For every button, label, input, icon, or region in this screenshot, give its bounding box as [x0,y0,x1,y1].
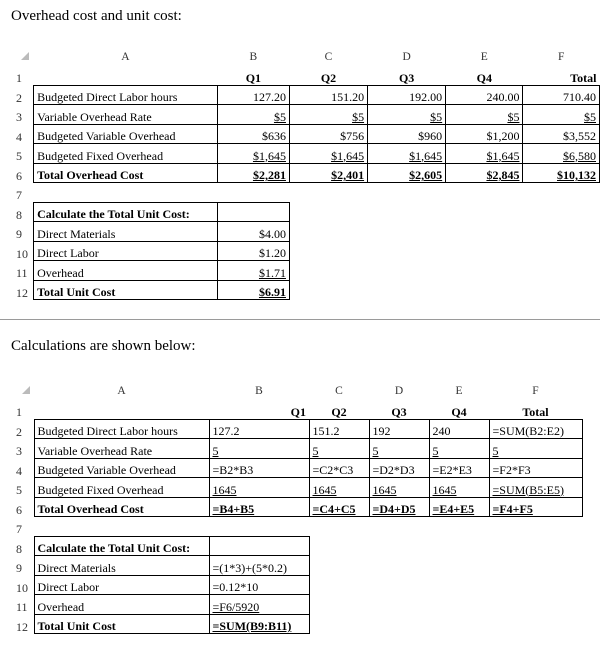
cell[interactable]: =(1*3)+(5*0.2) [209,556,309,576]
cell[interactable]: =0.12*10 [209,575,309,595]
table-row [14,85,600,105]
cell[interactable]: 1645 [309,478,369,498]
row-number[interactable]: 5 [16,483,22,497]
table-row [14,105,600,125]
table-row [14,144,600,164]
cell[interactable] [34,183,218,203]
cell[interactable]: Q2 [320,70,337,85]
cell[interactable]: $2,401 [289,163,367,183]
cell[interactable]: $1.71 [217,261,289,281]
cell[interactable]: =F4+F5 [489,497,582,517]
column-header[interactable]: B [255,385,263,397]
cell[interactable]: 1645 [429,478,489,498]
cell[interactable]: $3,552 [523,124,600,144]
cell[interactable]: 5 [209,439,309,459]
table-row [14,202,600,222]
cell[interactable]: Budgeted Direct Labor hours [34,85,218,105]
row-number[interactable]: 1 [16,71,22,85]
column-header-row [14,382,582,400]
row-number[interactable]: 11 [16,266,28,280]
cell[interactable]: Q3 [391,404,407,419]
table-row [14,439,582,459]
cell[interactable]: Q1 [245,70,262,85]
column-header-row [14,48,600,66]
cell[interactable]: 5 [489,439,582,459]
cell[interactable]: Direct Materials [34,222,218,242]
cell[interactable]: Calculate the Total Unit Cost: [34,202,218,222]
row-number[interactable]: 12 [16,285,28,300]
cell[interactable]: $1,200 [446,124,523,144]
cell[interactable]: $2,845 [446,163,523,183]
cell[interactable]: $2,281 [217,163,289,183]
cell[interactable] [209,536,309,556]
cell[interactable]: 5 [429,439,489,459]
cell[interactable]: $1,645 [217,144,289,164]
cell[interactable]: Overhead [34,261,218,281]
cell[interactable]: =F2*F3 [489,458,582,478]
cell[interactable]: =D4+D5 [369,497,429,517]
cell[interactable]: Total [570,70,597,85]
cell[interactable]: Q4 [451,404,467,419]
cell[interactable]: Calculate the Total Unit Cost: [34,536,209,556]
cell[interactable]: =C4+C5 [309,497,369,517]
cell[interactable]: =SUM(B5:E5) [489,478,582,498]
cell[interactable]: Direct Labor [34,575,209,595]
cell[interactable]: 192 [369,419,429,439]
cell[interactable] [217,183,289,203]
column-header[interactable]: C [324,51,333,63]
cell[interactable]: $5 [523,105,600,125]
cell[interactable]: =F6/5920 [209,595,309,615]
column-header[interactable]: E [480,51,488,63]
row-number[interactable]: 9 [16,561,22,575]
cell[interactable]: =C2*C3 [309,458,369,478]
cell[interactable]: Direct Labor [34,241,218,261]
cell[interactable]: 5 [369,439,429,459]
table-row [14,595,582,615]
table-row [14,614,582,634]
table-row [14,400,582,419]
cell[interactable] [209,517,309,537]
results-heading: Overhead cost and unit cost: [11,8,182,24]
cell[interactable]: 151.20 [289,85,367,105]
cell[interactable]: 127.20 [217,85,289,105]
cell[interactable]: 127.2 [209,419,309,439]
row-number[interactable]: 6 [16,502,22,517]
cell[interactable]: Budgeted Fixed Overhead [34,144,218,164]
cell[interactable]: =B2*B3 [209,458,309,478]
cell[interactable]: =D2*D3 [369,458,429,478]
formulas-heading: Calculations are shown below: [11,338,196,354]
cell[interactable] [34,66,218,85]
select-all-corner[interactable] [14,48,34,66]
table-row [14,536,582,556]
row-number[interactable]: 11 [16,600,28,614]
cell[interactable]: =E2*E3 [429,458,489,478]
cell[interactable]: $6,580 [523,144,600,164]
cell[interactable]: Total [522,404,549,419]
cell[interactable]: $1,645 [289,144,367,164]
row-number[interactable]: 1 [16,405,22,419]
section-divider [0,319,600,320]
table-row [14,66,600,85]
table-row [14,556,582,576]
cell[interactable]: $10,132 [523,163,600,183]
column-header[interactable]: B [249,51,258,63]
cell[interactable]: =B4+B5 [209,497,309,517]
cell[interactable]: Q2 [331,404,347,419]
cell[interactable]: 710.40 [523,85,600,105]
cell[interactable]: 1645 [209,478,309,498]
cell[interactable]: 151.2 [309,419,369,439]
cell[interactable]: $1.20 [217,241,289,261]
cell[interactable]: $6.91 [217,280,289,300]
select-all-corner[interactable] [14,382,34,400]
cell[interactable]: 5 [309,439,369,459]
cell[interactable]: Total Unit Cost [34,614,209,634]
cell[interactable]: 240 [429,419,489,439]
row-number[interactable]: 10 [16,580,28,595]
row-number[interactable]: 10 [16,246,28,261]
table-row [14,497,582,517]
cell[interactable]: $960 [368,124,446,144]
cell[interactable]: Budgeted Fixed Overhead [34,478,209,498]
table-row [14,575,582,595]
cell[interactable]: $1,645 [368,144,446,164]
cell[interactable]: Total Unit Cost [34,280,218,300]
table-row [14,124,600,144]
cell[interactable]: $4.00 [217,222,289,242]
row-number[interactable]: 4 [16,463,22,478]
cell[interactable]: $756 [289,124,367,144]
cell[interactable]: $5 [217,105,289,125]
row-number[interactable]: 7 [16,188,22,202]
cell[interactable]: =SUM(B9:B11) [209,614,309,634]
row-number[interactable]: 8 [16,541,22,556]
row-number[interactable]: 8 [16,207,22,222]
cell[interactable]: Overhead [34,595,209,615]
cell[interactable]: Q3 [398,70,415,85]
table-row [14,517,582,537]
table-row [14,478,582,498]
cell[interactable] [34,400,209,419]
formulas-spreadsheet [14,382,583,634]
cell[interactable]: Budgeted Variable Overhead [34,458,209,478]
table-row [14,419,582,439]
table-row [14,163,600,183]
cell[interactable]: Budgeted Direct Labor hours [34,419,209,439]
cell[interactable]: $1,645 [446,144,523,164]
cell[interactable]: =SUM(B2:E2) [489,419,582,439]
column-header[interactable]: C [335,385,343,397]
table-row [14,183,600,203]
cell[interactable]: 240.00 [446,85,523,105]
cell[interactable]: Total Overhead Cost [34,163,218,183]
column-header[interactable]: A [117,385,126,397]
row-number[interactable]: 9 [16,227,22,241]
row-number[interactable]: 7 [16,522,22,536]
column-header[interactable]: A [121,51,130,63]
cell[interactable]: 192.00 [368,85,446,105]
cell[interactable]: $5 [289,105,367,125]
row-number[interactable]: 2 [16,90,22,105]
results-spreadsheet [14,48,600,300]
row-number[interactable]: 2 [16,424,22,439]
table-row [14,222,600,242]
table-row [14,280,600,300]
column-header[interactable]: D [394,385,404,397]
cell[interactable]: $5 [368,105,446,125]
cell[interactable]: =E4+E5 [429,497,489,517]
column-header[interactable]: E [455,385,463,397]
column-header[interactable]: D [402,51,411,63]
cell[interactable]: $5 [446,105,523,125]
row-number[interactable]: 4 [16,129,22,144]
cell[interactable]: Variable Overhead Rate [34,105,218,125]
cell[interactable]: Direct Materials [34,556,209,576]
column-header[interactable]: F [558,51,565,63]
row-number[interactable]: 3 [16,110,22,124]
cell[interactable] [217,202,289,222]
row-number[interactable]: 6 [16,168,22,183]
cell[interactable]: $636 [217,124,289,144]
table-row [14,241,600,261]
cell[interactable]: Q4 [476,70,492,85]
cell[interactable] [34,517,209,537]
column-header[interactable]: F [532,385,539,397]
cell[interactable]: Variable Overhead Rate [34,439,209,459]
row-number[interactable]: 5 [16,149,22,163]
cell[interactable]: Total Overhead Cost [34,497,209,517]
table-row [14,261,600,281]
row-number[interactable]: 12 [16,619,28,634]
row-number[interactable]: 3 [16,444,22,458]
cell[interactable]: 1645 [369,478,429,498]
cell[interactable]: Budgeted Variable Overhead [34,124,218,144]
table-row [14,458,582,478]
cell[interactable]: Q1 [290,404,306,419]
cell[interactable]: $2,605 [368,163,446,183]
